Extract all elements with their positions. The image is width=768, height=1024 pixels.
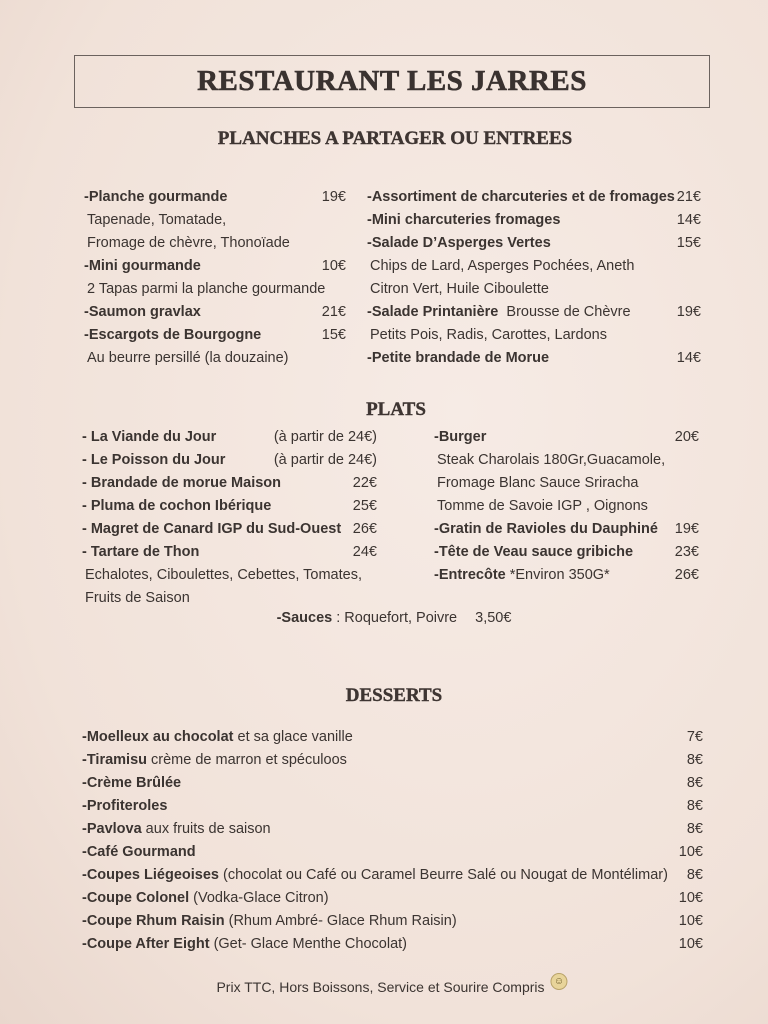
item-description: Tomme de Savoie IGP , Oignons <box>437 498 648 514</box>
item-name: -Planche gourmande <box>84 189 228 205</box>
menu-item <box>82 864 703 887</box>
item-price: 8€ <box>686 821 703 837</box>
item-description: crème de marron et spéculoos <box>147 752 347 768</box>
item-description: *Environ 350G* <box>505 567 610 583</box>
item-price: 26€ <box>674 567 699 583</box>
item-price: (à partir de 24€) <box>273 452 377 468</box>
entrees-left-column <box>84 186 346 370</box>
menu-item <box>434 426 699 449</box>
item-description: Steak Charolais 180Gr,Guacamole, <box>437 452 666 468</box>
menu-item <box>82 818 703 841</box>
item-price: 26€ <box>352 521 377 537</box>
item-price: 8€ <box>686 798 703 814</box>
item-price: 14€ <box>676 350 701 366</box>
item-description: Tapenade, Tomatade, <box>87 212 227 228</box>
item-description: Chips de Lard, Asperges Pochées, Aneth <box>370 258 635 274</box>
item-name: -Profiteroles <box>82 798 168 814</box>
item-description: aux fruits de saison <box>141 821 271 837</box>
menu-item-description <box>434 495 699 518</box>
menu-item <box>84 301 346 324</box>
item-name: -Salade Printanière <box>367 304 499 320</box>
menu-item-description <box>82 587 377 610</box>
item-name: -Tête de Veau sauce gribiche <box>434 544 634 560</box>
item-price: (à partir de 24€) <box>273 429 377 445</box>
item-price: 21€ <box>321 304 346 320</box>
item-price: 19€ <box>674 521 699 537</box>
item-price: 10€ <box>678 844 703 860</box>
item-description: Echalotes, Ciboulettes, Cebettes, Tomates, <box>85 567 362 583</box>
item-name: - Le Poisson du Jour <box>82 452 226 468</box>
item-price: 8€ <box>686 775 703 791</box>
footer-note <box>216 976 567 998</box>
item-description: Fromage Blanc Sauce Sriracha <box>437 475 639 491</box>
menu-item <box>82 910 703 933</box>
item-name: -Coupes Liégeoises <box>82 867 219 883</box>
item-price: 15€ <box>676 235 701 251</box>
menu-item <box>84 186 346 209</box>
menu-item-description <box>84 347 346 370</box>
menu-item <box>82 933 703 956</box>
item-name: -Saumon gravlax <box>84 304 201 320</box>
item-price: 8€ <box>686 867 703 883</box>
menu-item <box>434 541 699 564</box>
heading-entrees: PLANCHES A PARTAGER OU ENTREES <box>217 128 573 149</box>
desserts-column <box>82 726 703 956</box>
menu-item <box>367 186 701 209</box>
menu-item <box>82 472 377 495</box>
item-price: 25€ <box>352 498 377 514</box>
item-name: -Coupe Colonel <box>82 890 190 906</box>
item-name: -Assortiment de charcuteries et de fromages <box>367 189 675 205</box>
item-price: 10€ <box>321 258 346 274</box>
sauces-price: 3,50€ <box>475 610 512 626</box>
item-name: - Magret de Canard IGP du Sud-Ouest <box>82 521 342 537</box>
item-price: 10€ <box>678 936 703 952</box>
menu-item <box>82 726 703 749</box>
smiley-icon: ☺ <box>551 973 568 990</box>
item-description: (Rhum Ambré- Glace Rhum Raisin) <box>224 913 457 929</box>
item-description: 2 Tapas parmi la planche gourmande <box>87 281 326 297</box>
menu-item-description <box>434 449 699 472</box>
item-name: - Brandade de morue Maison <box>82 475 282 491</box>
item-name: -Coupe Rhum Raisin <box>82 913 225 929</box>
sauces-label: -Sauces <box>276 610 333 626</box>
menu-item <box>82 749 703 772</box>
item-name: -Mini charcuteries fromages <box>367 212 561 228</box>
menu-item-description <box>367 278 701 301</box>
menu-item <box>367 232 701 255</box>
menu-item-description <box>367 255 701 278</box>
item-description: et sa glace vanille <box>233 729 353 745</box>
item-name: -Escargots de Bourgogne <box>84 327 262 343</box>
item-description: Petits Pois, Radis, Carottes, Lardons <box>370 327 607 343</box>
item-name: -Mini gourmande <box>84 258 201 274</box>
plats-left-column <box>82 426 377 610</box>
menu-item-description <box>434 472 699 495</box>
item-description: Fromage de chèvre, Thonoïade <box>87 235 290 251</box>
item-name: -Tiramisu <box>82 752 148 768</box>
entrees-right-column <box>367 186 701 370</box>
item-name: -Entrecôte <box>434 567 506 583</box>
item-description: (chocolat ou Café ou Caramel Beurre Salé ou Nougat de Montélimar) <box>218 867 668 883</box>
menu-item <box>84 255 346 278</box>
item-description: Brousse de Chèvre <box>498 304 631 320</box>
menu-item <box>82 449 377 472</box>
menu-item <box>82 495 377 518</box>
item-price: 10€ <box>678 913 703 929</box>
menu-item <box>367 347 701 370</box>
menu-item <box>82 541 377 564</box>
item-description: (Get- Glace Menthe Chocolat) <box>209 936 407 952</box>
menu-item <box>82 795 703 818</box>
item-price: 24€ <box>352 544 377 560</box>
item-name: -Moelleux au chocolat <box>82 729 234 745</box>
item-price: 22€ <box>352 475 377 491</box>
restaurant-title: RESTAURANT LES JARRES <box>197 65 587 97</box>
menu-item <box>434 564 699 587</box>
menu-item <box>84 324 346 347</box>
menu-item <box>82 841 703 864</box>
item-price: 21€ <box>676 189 701 205</box>
item-price: 15€ <box>321 327 346 343</box>
item-price: 14€ <box>676 212 701 228</box>
item-name: -Burger <box>434 429 487 445</box>
item-name: - Tartare de Thon <box>82 544 200 560</box>
menu-item <box>82 772 703 795</box>
menu-item <box>434 518 699 541</box>
item-name: -Coupe After Eight <box>82 936 210 952</box>
item-name: - Pluma de cochon Ibérique <box>82 498 272 514</box>
item-name: -Gratin de Ravioles du Dauphiné <box>434 521 658 537</box>
item-name: -Petite brandade de Morue <box>367 350 550 366</box>
item-price: 23€ <box>674 544 699 560</box>
item-price: 20€ <box>674 429 699 445</box>
item-name: -Crème Brûlée <box>82 775 182 791</box>
item-price: 19€ <box>676 304 701 320</box>
item-description: Au beurre persillé (la douzaine) <box>87 350 289 366</box>
sauces-line <box>277 610 512 626</box>
menu-item-description <box>82 564 377 587</box>
footer-text: Prix TTC, Hors Boissons, Service et Sourire Compris <box>216 979 545 995</box>
item-name: -Pavlova <box>82 821 142 837</box>
plats-right-column <box>434 426 699 587</box>
title-box <box>74 55 710 108</box>
menu-item-description <box>367 324 701 347</box>
menu-item-description <box>84 232 346 255</box>
menu-item-description <box>84 278 346 301</box>
menu-item-description <box>84 209 346 232</box>
item-description: Citron Vert, Huile Ciboulette <box>370 281 549 297</box>
item-name: -Café Gourmand <box>82 844 196 860</box>
heading-plats: PLATS <box>366 399 426 420</box>
sauces-desc: : Roquefort, Poivre <box>332 610 458 626</box>
heading-desserts: DESSERTS <box>345 685 443 706</box>
item-description: Fruits de Saison <box>85 590 190 606</box>
item-price: 10€ <box>678 890 703 906</box>
item-price: 19€ <box>321 189 346 205</box>
menu-item <box>82 426 377 449</box>
menu-item <box>82 887 703 910</box>
item-price: 8€ <box>686 752 703 768</box>
item-description: (Vodka-Glace Citron) <box>189 890 329 906</box>
menu-item <box>82 518 377 541</box>
item-name: - La Viande du Jour <box>82 429 217 445</box>
item-price: 7€ <box>686 729 703 745</box>
menu-item <box>367 209 701 232</box>
item-name: -Salade D’Asperges Vertes <box>367 235 551 251</box>
menu-item <box>367 301 701 324</box>
